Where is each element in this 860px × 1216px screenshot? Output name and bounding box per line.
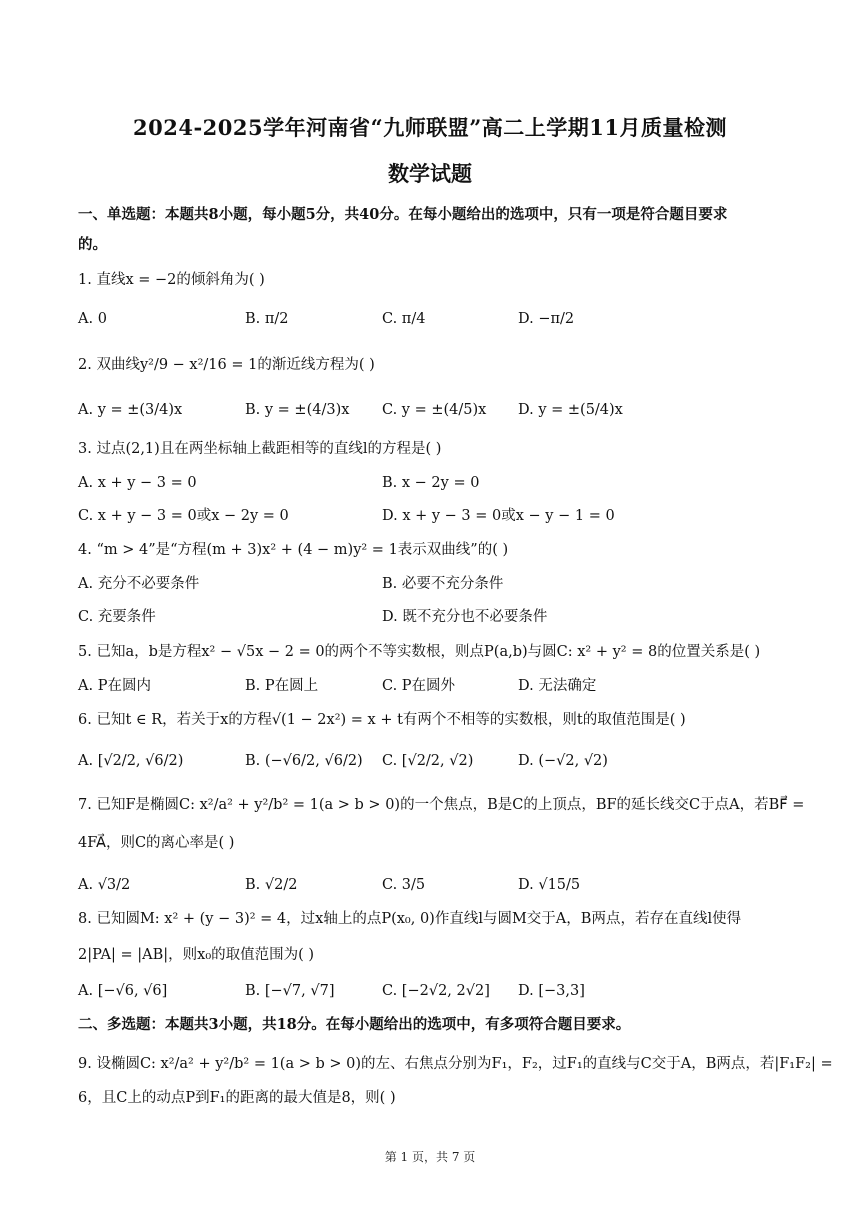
section1-heading: 一、单选题：本题共8小题，每小题5分，共40分。在每小题给出的选项中，只有一项是符合题目要求 bbox=[78, 206, 728, 223]
q1-stem: 1. 直线x = −2的倾斜角为( ) bbox=[78, 272, 265, 288]
q4-option-d: D. 既不充分也不必要条件 bbox=[382, 609, 548, 625]
q8-option-b: B. [−√7, √7] bbox=[245, 983, 335, 999]
q4-option-a: A. 充分不必要条件 bbox=[78, 576, 200, 592]
q8-option-c: C. [−2√2, 2√2] bbox=[382, 983, 490, 999]
q8-option-d: D. [−3,3] bbox=[518, 983, 585, 999]
q6-stem: 6. 已知t ∈ R，若关于x的方程√(1 − 2x²) = x + t有两个不相等的实数根，则t的取值范围是( ) bbox=[78, 712, 686, 728]
exam-subtitle: 数学试题 bbox=[388, 161, 472, 186]
q5-stem: 5. 已知a，b是方程x² − √5x − 2 = 0的两个不等实数根，则点P(a,b)与圆C: x² + y² = 8的位置关系是( ) bbox=[78, 644, 761, 660]
q8-stem: 8. 已知圆M: x² + (y − 3)² = 4，过x轴上的点P(x₀, 0)作直线l与圆M交于A，B两点，若存在直线l使得 bbox=[78, 911, 742, 927]
q3-option-a: A. x + y − 3 = 0 bbox=[78, 475, 197, 491]
q2-option-a: A. y = ±(3/4)x bbox=[78, 402, 183, 418]
q2-option-b: B. y = ±(4/3)x bbox=[245, 402, 350, 418]
q8-stem-cont: 2|PA| = |AB|，则x₀的取值范围为( ) bbox=[78, 947, 315, 963]
q1-option-b: B. π/2 bbox=[245, 311, 289, 327]
q3-option-c: C. x + y − 3 = 0或x − 2y = 0 bbox=[78, 508, 289, 524]
q7-option-c: C. 3/5 bbox=[382, 877, 426, 893]
section1-heading-cont: 的。 bbox=[78, 236, 107, 253]
q7-stem: 7. 已知F是椭圆C: x²/a² + y²/b² = 1(a > b > 0)的一个焦点，B是C的上顶点，BF的延长线交C于点A，若BF⃗ = bbox=[78, 797, 805, 813]
q2-option-d: D. y = ±(5/4)x bbox=[518, 402, 623, 418]
q7-option-d: D. √15/5 bbox=[518, 877, 581, 893]
q2-option-c: C. y = ±(4/5)x bbox=[382, 402, 487, 418]
q7-option-a: A. √3/2 bbox=[78, 877, 131, 893]
q1-option-d: D. −π/2 bbox=[518, 311, 575, 327]
q3-option-d: D. x + y − 3 = 0或x − y − 1 = 0 bbox=[382, 508, 615, 524]
q5-option-b: B. P在圆上 bbox=[245, 678, 319, 694]
q7-option-b: B. √2/2 bbox=[245, 877, 298, 893]
q5-option-a: A. P在圆内 bbox=[78, 678, 151, 694]
q5-option-c: C. P在圆外 bbox=[382, 678, 456, 694]
q5-option-d: D. 无法确定 bbox=[518, 678, 597, 694]
q1-option-c: C. π/4 bbox=[382, 311, 426, 327]
q6-option-b: B. (−√6/2, √6/2) bbox=[245, 753, 363, 769]
q6-option-a: A. [√2/2, √6/2) bbox=[78, 753, 184, 769]
q8-option-a: A. [−√6, √6] bbox=[78, 983, 168, 999]
q4-stem: 4. “m > 4”是“方程(m + 3)x² + (4 − m)y² = 1表示双曲线”的( ) bbox=[78, 542, 509, 558]
q3-stem: 3. 过点(2,1)且在两坐标轴上截距相等的直线l的方程是( ) bbox=[78, 441, 442, 457]
section2-heading: 二、多选题：本题共3小题，共18分。在每小题给出的选项中，有多项符合题目要求。 bbox=[78, 1016, 631, 1033]
q3-option-b: B. x − 2y = 0 bbox=[382, 475, 480, 491]
q6-option-c: C. [√2/2, √2) bbox=[382, 753, 474, 769]
q2-stem: 2. 双曲线y²/9 − x²/16 = 1的渐近线方程为( ) bbox=[78, 357, 375, 373]
q9-stem-cont: 6，且C上的动点P到F₁的距离的最大值是8，则( ) bbox=[78, 1090, 396, 1106]
page-footer: 第 1 页，共 7 页 bbox=[384, 1150, 476, 1164]
q7-stem-cont: 4FA⃗，则C的离心率是( ) bbox=[78, 835, 235, 851]
q9-stem: 9. 设椭圆C: x²/a² + y²/b² = 1(a > b > 0)的左、右焦点分别为F₁，F₂，过F₁的直线与C交于A，B两点，若|F₁F₂| = bbox=[78, 1056, 833, 1072]
q4-option-b: B. 必要不充分条件 bbox=[382, 576, 504, 592]
q1-option-a: A. 0 bbox=[78, 311, 107, 327]
q6-option-d: D. (−√2, √2) bbox=[518, 753, 608, 769]
exam-title: 2024-2025学年河南省“九师联盟”高二上学期11月质量检测 bbox=[133, 115, 727, 140]
q4-option-c: C. 充要条件 bbox=[78, 609, 156, 625]
